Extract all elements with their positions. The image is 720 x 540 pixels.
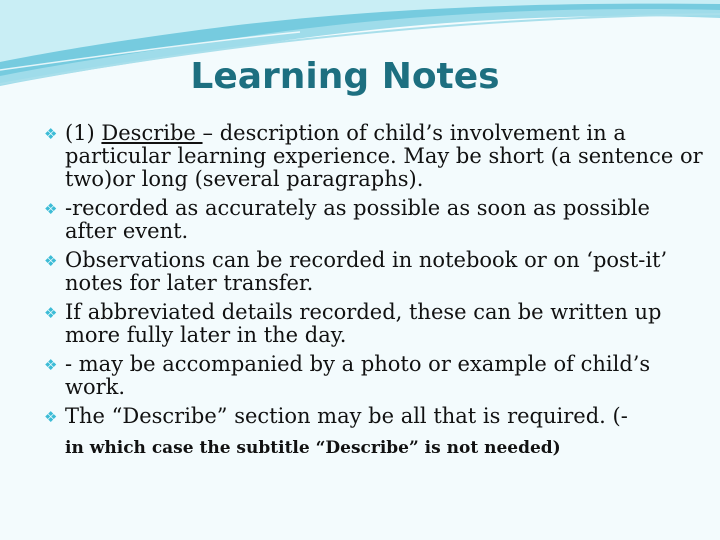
slide-title: Learning Notes xyxy=(190,56,500,97)
bullet-item xyxy=(44,353,704,399)
item-note: in which case the subtitle “Describe” is not needed) xyxy=(65,438,561,458)
bullet-list xyxy=(44,122,704,474)
ribbon-bullet-icon: ❖ xyxy=(44,408,58,426)
ribbon-bullet-icon: ❖ xyxy=(44,356,58,374)
item-prefix: (1) xyxy=(65,121,102,145)
bullet-item xyxy=(44,249,704,295)
item-text: The “Describe” section may be all that is required. xyxy=(65,404,613,428)
item-text: If abbreviated details recorded, these can be written up more fully later in the day. xyxy=(65,300,662,347)
item-text: – description of child’s involvement in a particular learning experience. May be short (a sentence or two)or long (several paragraphs). xyxy=(65,121,703,191)
bullet-item xyxy=(44,197,704,243)
ribbon-bullet-icon: ❖ xyxy=(44,125,58,143)
bullet-item xyxy=(44,122,704,191)
ribbon-bullet-icon: ❖ xyxy=(44,252,58,270)
item-emphasis: Describe xyxy=(101,121,203,145)
item-tail: (- xyxy=(612,404,628,428)
item-text: - may be accompanied by a photo or example of child’s work. xyxy=(65,352,651,399)
bullet-item xyxy=(44,405,704,468)
item-text: -recorded as accurately as possible as soon as possible after event. xyxy=(65,196,650,243)
ribbon-bullet-icon: ❖ xyxy=(44,200,58,218)
item-text: Observations can be recorded in notebook or on ‘post-it’ notes for later transfer. xyxy=(65,248,668,295)
bullet-item xyxy=(44,301,704,347)
ribbon-bullet-icon: ❖ xyxy=(44,304,58,322)
